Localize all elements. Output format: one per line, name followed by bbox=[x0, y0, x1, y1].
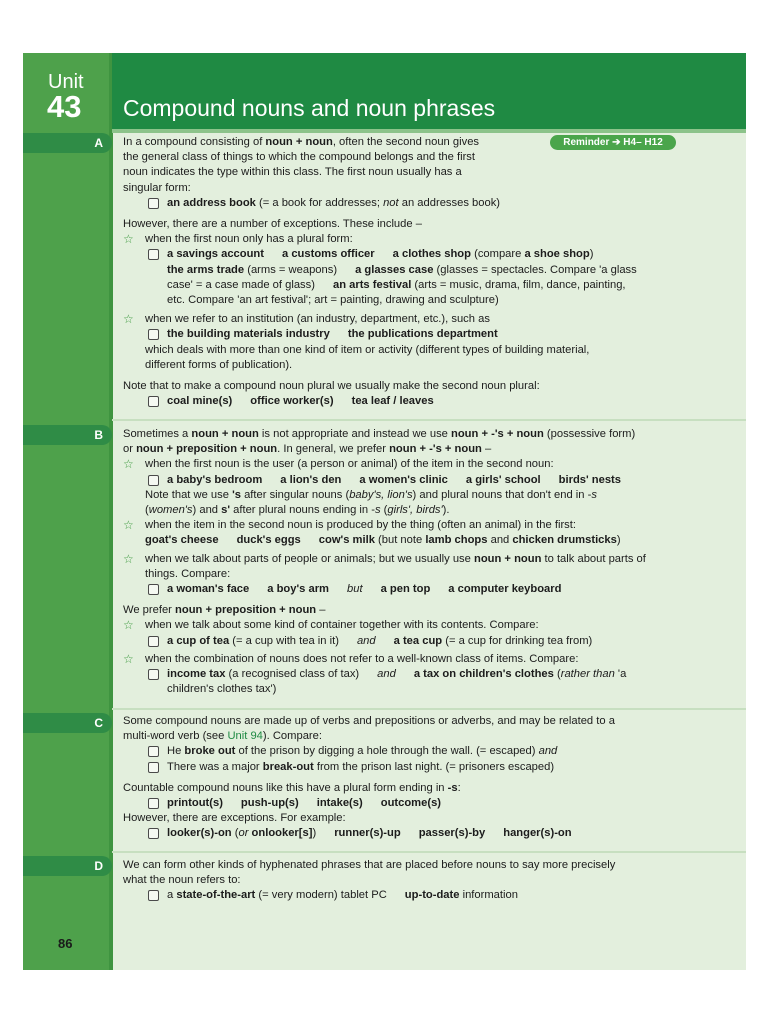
header-divider bbox=[112, 129, 746, 133]
unit-number: 43 bbox=[47, 89, 82, 124]
sidebar bbox=[23, 53, 112, 970]
star-icon: ☆ bbox=[123, 312, 134, 327]
page bbox=[23, 53, 746, 970]
section-divider bbox=[112, 419, 746, 421]
section-divider bbox=[112, 851, 746, 853]
section-tab-d[interactable]: D bbox=[23, 856, 112, 876]
section-d-content: We can form other kinds of hyphenated phrases that are placed before nouns to say more precisely what the noun refers to: a state-of-the-art (= very modern) tablet PC up-to-date information bbox=[123, 858, 683, 904]
sidebar-edge bbox=[109, 53, 113, 970]
star-icon: ☆ bbox=[123, 618, 134, 633]
reminder-badge[interactable]: Reminder ➔ H4– H12 bbox=[550, 135, 676, 150]
section-divider bbox=[112, 708, 746, 710]
unit-label: Unit bbox=[48, 71, 84, 93]
star-icon: ☆ bbox=[123, 551, 134, 566]
page-title: Compound nouns and noun phrases bbox=[123, 95, 496, 121]
star-icon: ☆ bbox=[123, 457, 134, 472]
section-tab-b[interactable]: B bbox=[23, 425, 112, 445]
page-number: 86 bbox=[58, 936, 73, 951]
section-tab-c[interactable]: C bbox=[23, 713, 112, 733]
section-a-content: In a compound consisting of noun + noun, often the second noun gives the general class of things to which the compound belongs and the first noun indicates the type within this class. The first noun usually has a singular form: an address book (= a book for addresses; not an addresses book) However, there are a number of exceptions. These include – ☆ when the first noun only has a plural form: a savings account a customs officer a clothes shop (compare a shoe shop) the arms trade (arms = weapons) a glasses case (glasses = spectacles. Compare 'a glass case' = a case made of glass) an arts festival (arts = music, drama, film, dance, painting, etc. Compare 'an art festival'; art = painting, drawing and sculpture) ☆ when we refer to an institution (an industry, department, etc.), such as the building materials industry the publications department which deals with more than one kind of item or activity (different types of building material, different forms of publication). Note that to make a compound noun plural we usually make the second noun plural: coal mine(s) office worker(s) tea leaf / leaves bbox=[123, 135, 683, 409]
star-icon: ☆ bbox=[123, 232, 134, 247]
section-c-content: Some compound nouns are made up of verbs and prepositions or adverbs, and may be related to a multi-word verb (see Unit 94). Compare: He broke out of the prison by digging a hole through the wall. (= escaped) and There was a major break-out from the prison last night. (= prisoners escaped) Countable compound nouns like this have a plural form ending in -s: printout(s) push-up(s) intake(s) outcome(s) However, there are exceptions. For example: looker(s)-on (or onlooker[s]) runner(s)-up passer(s)-by hanger(s)-on bbox=[123, 714, 683, 842]
unit-94-link[interactable]: Unit 94 bbox=[227, 730, 263, 743]
star-icon: ☆ bbox=[123, 518, 134, 533]
star-icon: ☆ bbox=[123, 651, 134, 666]
section-b-content: Sometimes a noun + noun is not appropriate and instead we use noun + -'s + noun (possessive form) or noun + preposition + noun. In general, we prefer noun + -'s + noun – ☆ when the first noun is the user (a person or animal) of the item in the second noun: a baby's bedroom a lion's den a women's clinic a girls' school birds' nests Note that we use 's after singular nouns (baby's, lion's) and plural nouns that don't end in -s (women's) and s' after plural nouns ending in -s (girls', birds'). ☆ when the item in the second noun is produced by the thing (often an animal) in the first: goat's cheese duck's eggs cow's milk (but note lamb chops and chicken drumsticks) ☆ when we talk about parts of people or animals; but we usually use noun + noun to talk about parts of things. Compare: a woman's face a boy's arm but a pen top a computer keyboard We prefer noun + preposition + noun – ☆ when we talk about some kind of container together with its contents. Compare: a cup of tea (= a cup with tea in it) and a tea cup (= a cup for drinking tea from) ☆ when the combination of nouns does not refer to a well-known class of items. Compare: income tax (a recognised class of tax) and a tax on children's clothes (rather than 'a children's clothes tax') bbox=[123, 427, 683, 697]
section-tab-a[interactable]: A bbox=[23, 133, 112, 153]
